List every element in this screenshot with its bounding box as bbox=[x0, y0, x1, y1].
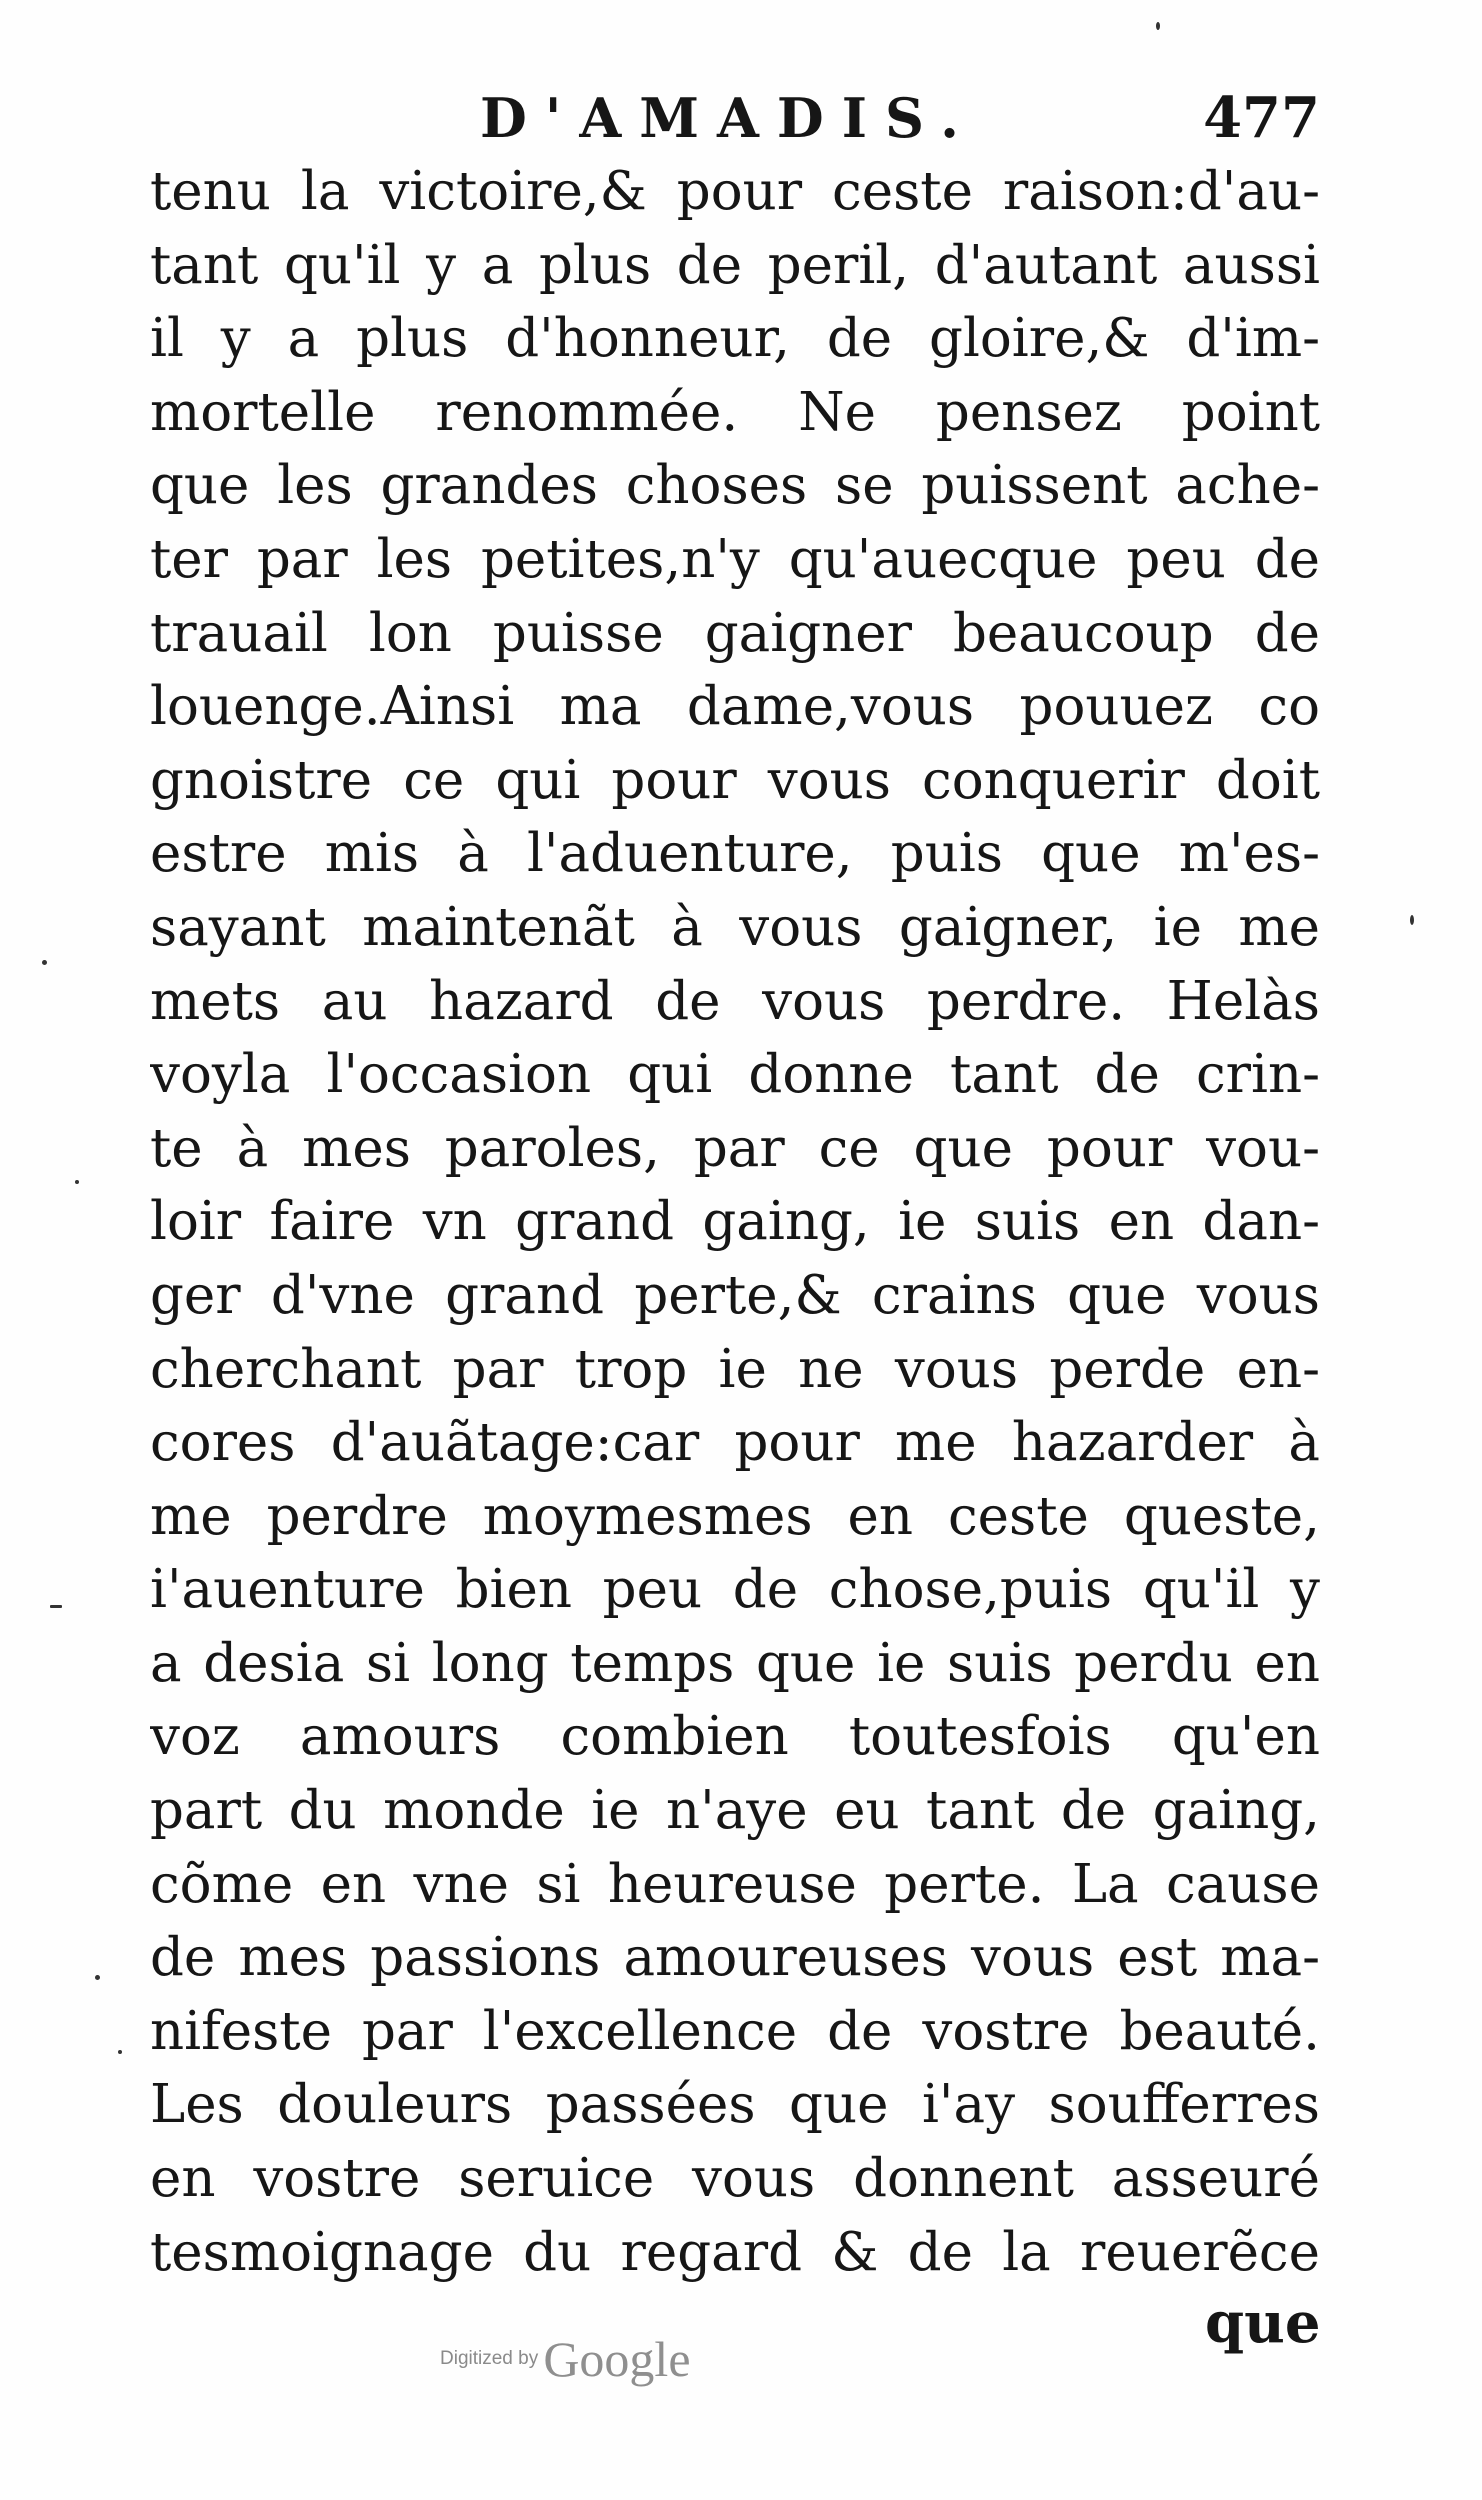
text-line: il y a plus d'honneur, de gloire,& d'im- bbox=[150, 308, 1320, 370]
digitized-by-watermark bbox=[440, 2330, 691, 2390]
catchword: que bbox=[1205, 2290, 1321, 2356]
text-line: tant qu'il y a plus de peril, d'autant aussi bbox=[150, 234, 1320, 296]
speck bbox=[95, 1975, 100, 1980]
text-line: me perdre moymesmes en ceste queste, bbox=[150, 1485, 1320, 1547]
text-line: ter par les petites,n'y qu'auecque peu de bbox=[150, 528, 1320, 590]
text-line: part du monde ie n'aye eu tant de gaing, bbox=[150, 1780, 1320, 1842]
running-head: D'AMADIS. bbox=[480, 86, 977, 150]
digitized-by-label: Digitized by bbox=[440, 2348, 539, 2369]
text-line: i'auenture bien peu de chose,puis qu'il y bbox=[150, 1559, 1320, 1621]
page-number: 477 bbox=[1203, 85, 1320, 151]
text-line: tesmoignage du regard & de la reuerẽce bbox=[150, 2221, 1320, 2283]
text-line: a desia si long temps que ie suis perdu en bbox=[150, 1632, 1320, 1694]
page-header bbox=[150, 78, 1320, 158]
text-line: voyla l'occasion qui donne tant de crin- bbox=[150, 1044, 1320, 1106]
text-line: gnoistre ce qui pour vous conquerir doit bbox=[150, 749, 1320, 811]
text-line: louenge.Ainsi ma dame,vous pouuez co bbox=[150, 676, 1320, 738]
text-line: cõme en vne si heureuse perte. La cause bbox=[150, 1853, 1320, 1915]
body-text bbox=[150, 155, 1320, 2289]
speck bbox=[50, 1605, 62, 1608]
text-line: estre mis à l'aduenture, puis que m'es- bbox=[150, 823, 1320, 885]
text-line: te à mes paroles, par ce que pour vou- bbox=[150, 1117, 1320, 1179]
text-line: ger d'vne grand perte,& crains que vous bbox=[150, 1264, 1320, 1326]
text-line: de mes passions amoureuses vous est ma- bbox=[150, 1927, 1320, 1989]
text-line: en vostre seruice vous donnent asseuré bbox=[150, 2148, 1320, 2210]
text-line: que les grandes choses se puissent ache- bbox=[150, 455, 1320, 517]
text-line: mets au hazard de vous perdre. Helàs bbox=[150, 970, 1320, 1032]
text-line: sayant maintenãt à vous gaigner, ie me bbox=[150, 896, 1320, 958]
speck bbox=[118, 2050, 122, 2054]
text-line: nifeste par l'excellence de vostre beauté. bbox=[150, 2000, 1320, 2062]
speck bbox=[75, 1180, 79, 1184]
text-line: Les douleurs passées que i'ay soufferres bbox=[150, 2074, 1320, 2136]
text-line: cherchant par trop ie ne vous perde en- bbox=[150, 1338, 1320, 1400]
text-line: mortelle renommée. Ne pensez point bbox=[150, 381, 1320, 443]
text-line: tenu la victoire,& pour ceste raison:d'au- bbox=[150, 161, 1320, 222]
text-line: loir faire vn grand gaing, ie suis en dan- bbox=[150, 1191, 1320, 1253]
speck bbox=[1156, 22, 1160, 30]
text-line: voz amours combien toutesfois qu'en bbox=[150, 1706, 1320, 1768]
speck bbox=[42, 960, 47, 965]
text-line: cores d'auãtage:car pour me hazarder à bbox=[150, 1412, 1320, 1474]
google-logo: Google bbox=[543, 2331, 691, 2387]
text-line: trauail lon puisse gaigner beaucoup de bbox=[150, 602, 1320, 664]
speck bbox=[1410, 915, 1414, 925]
